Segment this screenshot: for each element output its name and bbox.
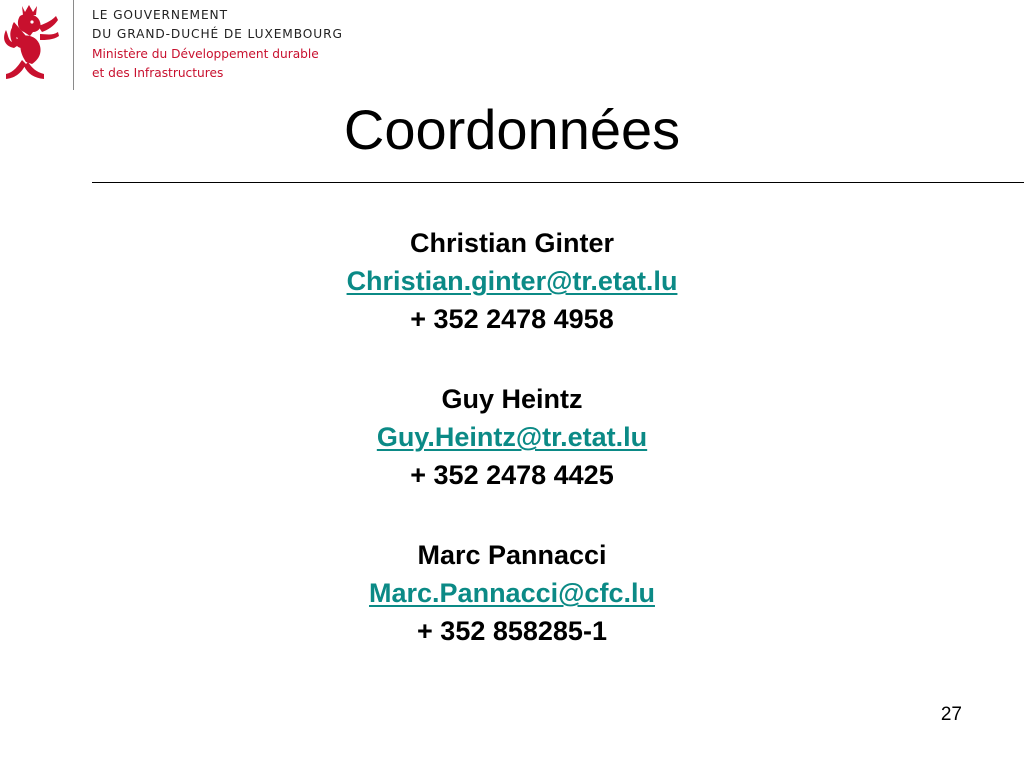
contact-email-link[interactable]: Marc.Pannacci@cfc.lu: [369, 578, 655, 608]
title-divider: [92, 182, 1024, 183]
ministry-line-2: et des Infrastructures: [92, 66, 224, 80]
contact-guy-heintz: [0, 380, 1024, 494]
contacts-list: [0, 224, 1024, 692]
logo-divider: [73, 0, 74, 90]
contact-email-link[interactable]: Guy.Heintz@tr.etat.lu: [376, 422, 648, 452]
contact-phone: + 352 2478 4425: [410, 460, 614, 490]
contact-phone: + 352 2478 4958: [410, 304, 614, 334]
page-number: 27: [940, 704, 962, 725]
contact-name: Christian Ginter: [409, 228, 615, 258]
contact-christian-ginter: [0, 224, 1024, 338]
ministry-line-1: Ministère du Développement durable: [92, 47, 319, 61]
contact-phone: + 352 858285-1: [417, 616, 607, 646]
government-logo: [0, 0, 380, 92]
contact-email-link[interactable]: Christian.ginter@tr.etat.lu: [346, 266, 678, 296]
slide-title: Coordonnées: [343, 98, 681, 161]
contact-name: Guy Heintz: [441, 384, 583, 414]
red-lion-icon: [0, 2, 62, 84]
contact-name: Marc Pannacci: [417, 540, 607, 570]
gov-line-2: DU GRAND-DUCHÉ DE LUXEMBOURG: [92, 27, 343, 41]
gov-line-1: LE GOUVERNEMENT: [92, 8, 228, 22]
contact-marc-pannacci: [0, 536, 1024, 650]
